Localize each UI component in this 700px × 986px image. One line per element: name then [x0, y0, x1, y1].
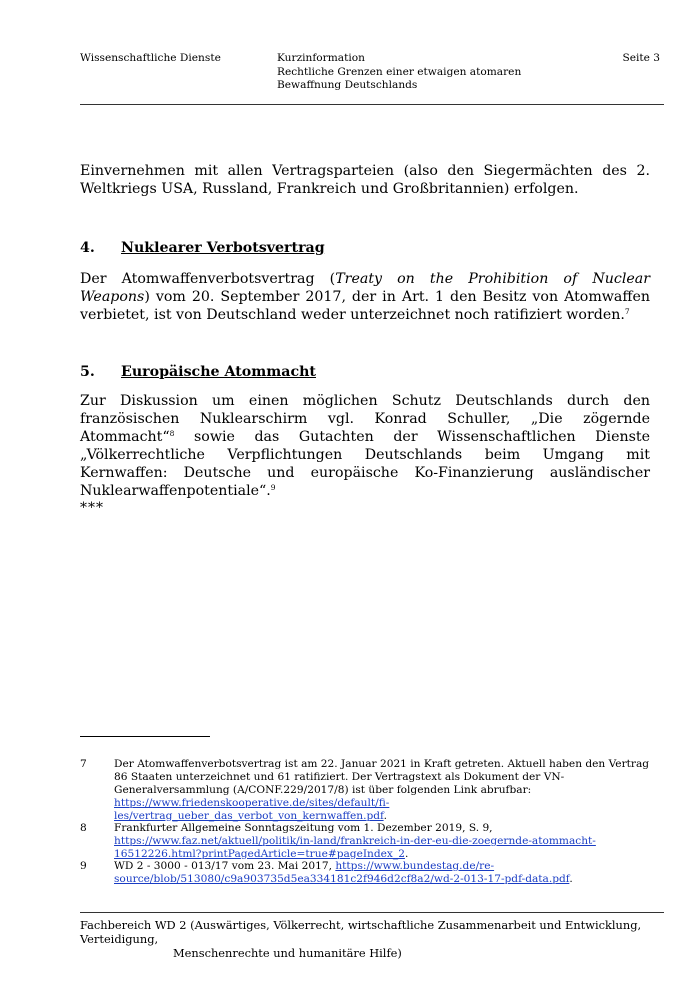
intro-paragraph: Einvernehmen mit allen Vertragsparteien (also den Siegermächten des 2. Weltkriegs USA, Russland, Frankreich und Großbritannien) erfolgen.: [80, 163, 650, 197]
footnote-link[interactable]: https://www.bundestag.de/re-source/blob/513080/c9a903735d5ea334181c2f946d2cf8a2/wd-2-013-17-pdf-data.pdf: [114, 860, 570, 885]
footnote-number: 9: [80, 860, 87, 872]
footnote-ref-9[interactable]: 9: [270, 483, 276, 492]
page-footer: [80, 918, 670, 960]
header-doc-type: Kurzinformation: [277, 52, 365, 64]
footer-line-1: Fachbereich WD 2 (Auswärtiges, Völkerrecht, wirtschaftliche Zusammenarbeit und Entwicklung, Verteidigung,: [80, 918, 642, 946]
footnote-number: 7: [80, 758, 87, 770]
footnote-period: .: [383, 810, 387, 822]
footnote-link[interactable]: https://www.faz.net/aktuell/politik/in-land/frankreich-in-der-eu-die-zoegernde-atommacht-16512226.html?printPagedArticle=true#pageIndex_2: [114, 835, 596, 860]
page-number: Seite 3: [622, 52, 660, 64]
footnote-text: WD 2 - 3000 - 013/17 vom 23. Mai 2017,: [114, 860, 336, 872]
section-4-text-end: ) vom 20. September 2017, der in Art. 1 den Besitz von Atomwaffen verbietet, ist von Deutschland weder unterzeichnet noch ratifiziert worden.: [80, 289, 650, 323]
footnote-period: .: [569, 873, 573, 885]
footer-rule: [80, 912, 664, 913]
footer-line-2: Menschenrechte und humanitäre Hilfe): [173, 946, 402, 960]
footnote-ref-7[interactable]: 7: [624, 307, 630, 316]
end-separator: ***: [80, 500, 104, 516]
footnote-9: [80, 860, 660, 886]
header-rule: [80, 104, 664, 105]
header-document-title: [277, 52, 521, 93]
header-title-line1: Rechtliche Grenzen einer etwaigen atomaren: [277, 65, 522, 78]
section-4-treaty-name: Treaty on the Prohibition of Nuclear Weapons: [80, 271, 651, 305]
section-5-paragraph: [80, 392, 650, 500]
section-4-paragraph: [80, 270, 650, 324]
footnote-number: 8: [80, 822, 87, 834]
section-5-title: Europäische Atommacht: [121, 364, 316, 380]
section-4-heading: [80, 240, 325, 256]
section-4-title: Nuklearer Verbotsvertrag: [121, 240, 325, 256]
section-5-number: 5.: [80, 364, 95, 380]
footnote-ref-8[interactable]: 8: [169, 429, 175, 438]
footnote-rule: [80, 736, 210, 737]
footnote-text: Frankfurter Allgemeine Sonntagszeitung vom 1. Dezember 2019, S. 9,: [114, 822, 493, 834]
header-institution: Wissenschaftliche Dienste: [80, 52, 221, 64]
footnote-7: [80, 758, 660, 823]
footnote-period: .: [404, 848, 409, 860]
footnote-8: [80, 822, 660, 861]
section-4-number: 4.: [80, 240, 95, 256]
footnote-link[interactable]: https://www.friedenskooperative.de/sites/default/fi-les/vertrag_ueber_das_verbot_von_kernwaffen.pdf: [114, 797, 390, 822]
footnote-text: Der Atomwaffenverbotsvertrag ist am 22. Januar 2021 in Kraft getreten. Aktuell haben den Vertrag 86 Staaten unterzeichnet und 61 ratifiziert. Der Vertragstext als Dokument der VN-Generalversammlung (A/CONF.229/2017/8) ist über folgenden Link abrufbar:: [114, 758, 650, 796]
section-5-heading: [80, 364, 316, 380]
section-5-text-part1: Zur Diskussion um einen möglichen Schutz Deutschlands durch den französischen Nuklearschirm vgl. Konrad Schuller, „Die zögernde Atommacht“: [80, 393, 650, 445]
section-5-text-part2: sowie das Gutachten der Wissenschaftlichen Dienste „Völkerrechtliche Verpflichtungen Deutschlands beim Umgang mit Kernwaffen: Deutsche und europäische Ko-Finanzierung ausländischer Nuklearwaffenpotentiale“.: [80, 429, 650, 499]
section-4-text-start: Der Atomwaffenverbotsvertrag (: [80, 271, 336, 287]
page-header: [0, 50, 700, 106]
header-title-line2: Bewaffnung Deutschlands: [277, 79, 418, 91]
